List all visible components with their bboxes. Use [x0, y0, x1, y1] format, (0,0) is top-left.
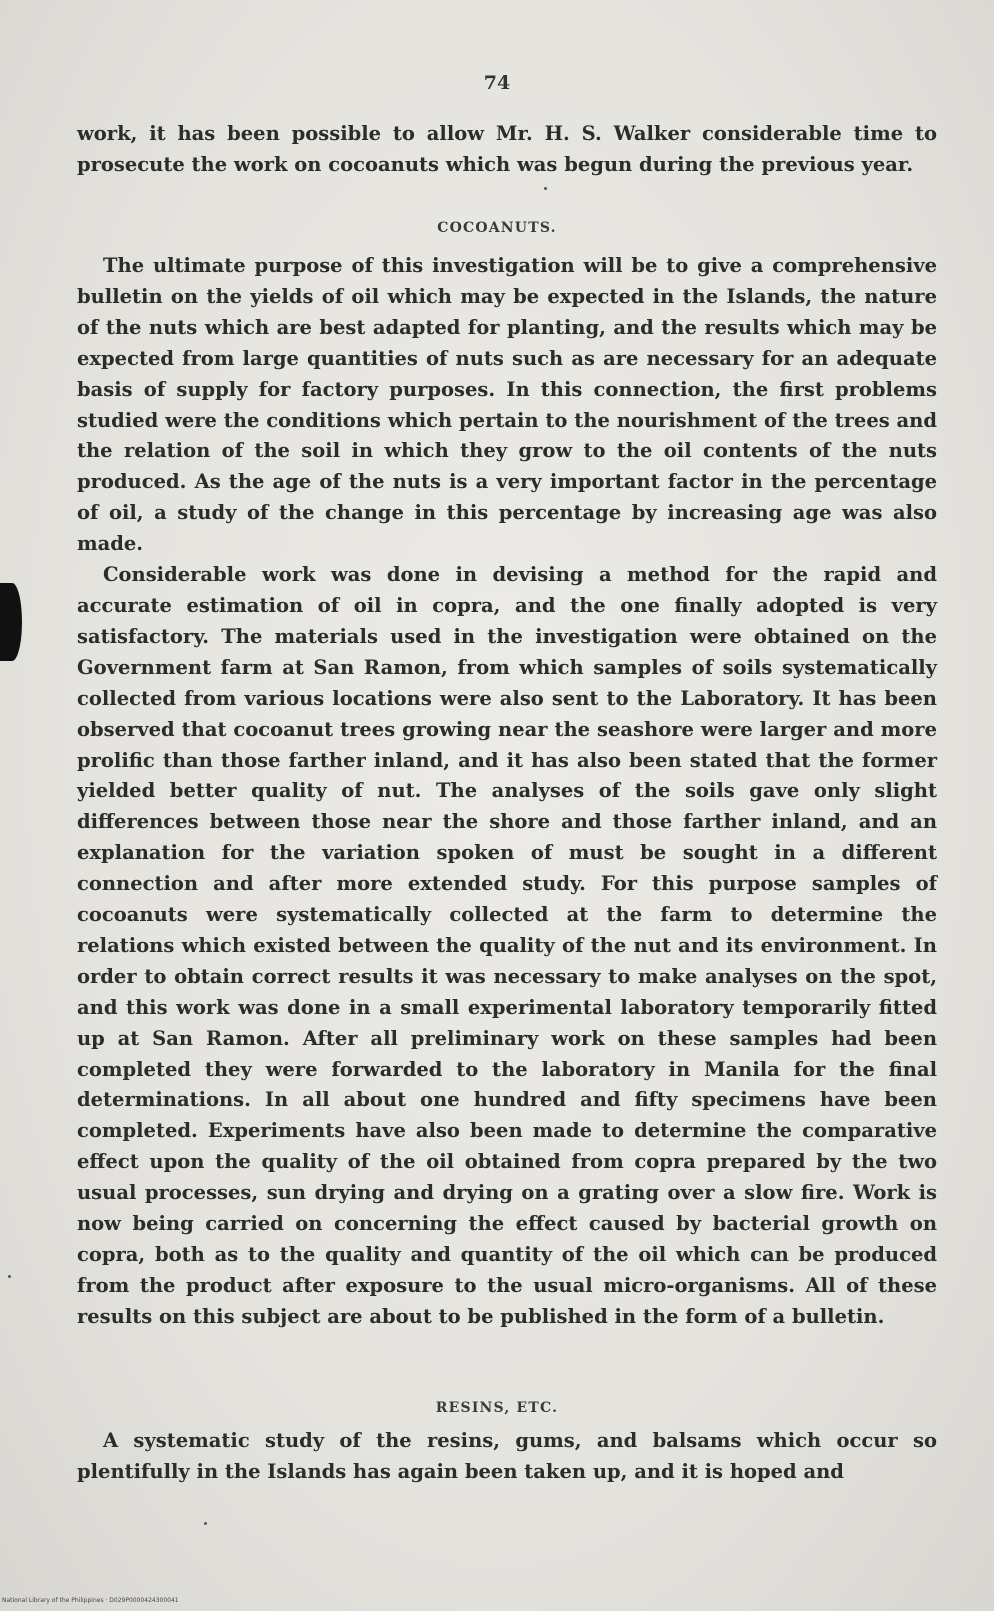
intro-paragraph: work, it has been possible to allow Mr. H. S. Walker considerable time to prosecute the work on cocoanuts which was begun during the previous year. [77, 122, 937, 176]
ink-speck [204, 1522, 207, 1525]
ink-speck [8, 1275, 11, 1278]
section-heading-resins: RESINS, ETC. [435, 1400, 559, 1416]
footer-archive-stamp: National Library of the Philippines · D029P0000424300041 [2, 1597, 179, 1604]
cocoanuts-text-block [77, 251, 937, 1333]
intro-text-block [77, 119, 937, 181]
ink-speck [544, 187, 547, 190]
paragraph: A systematic study of the resins, gums, and balsams which occur so plentifully in the Islands has again been taken up, and it is hoped and [77, 1429, 937, 1483]
section-heading-cocoanuts: COCOANUTS. [437, 220, 557, 236]
paragraph: The ultimate purpose of this investigation will be to give a comprehensive bulletin on the yields of oil which may be expected in the Islands, the nature of the nuts which are best adapted for planting, and the results which may be expected from large quantities of nuts such as are necessary for an adequate basis of supply for factory purposes. In this connection, the first problems studied were the conditions which pertain to the nourishment of the trees and the relation of the soil in which they grow to the oil contents of the nuts produced. As the age of the nuts is a very important factor in the percentage of oil, a study of the change in this percentage by increasing age was also made. [77, 254, 937, 556]
page-number: 74 [483, 72, 511, 94]
resins-text-block [77, 1426, 937, 1488]
ink-blot-mark [0, 583, 22, 661]
paragraph: Considerable work was done in devising a method for the rapid and accurate estimation of oil in copra, and the one finally adopted is very satisfactory. The materials used in the investigation were obtained on the Government farm at San Ramon, from which samples of soils systematically collected from various locations were also sent to the Laboratory. It has been observed that cocoanut trees growing near the seashore were larger and more prolific than those farther inland, and it has also been stated that the former yielded better quality of nut. The analyses of the soils gave only slight differences between those near the shore and those farther inland, and an explanation for the variation spoken of must be sought in a different connection and after more extended study. For this purpose samples of cocoanuts were systematically collected at the farm to determine the relations which existed between the quality of the nut and its environment. In order to obtain correct results it was necessary to make analyses on the spot, and this work was done in a small experimental laboratory temporarily fitted up at San Ramon. After all preliminary work on these samples had been completed they were forwarded to the laboratory in Manila for the final determinations. In all about one hundred and fifty specimens have been completed. Experiments have also been made to determine the comparative effect upon the quality of the oil obtained from copra prepared by the two usual processes, sun drying and drying on a grating over a slow fire. Work is now being carried on concerning the effect caused by bacterial growth on copra, both as to the quality and quantity of the oil which can be produced from the product after exposure to the usual micro-organisms. All of these results on this subject are about to be published in the form of a bulletin. [77, 563, 937, 1328]
